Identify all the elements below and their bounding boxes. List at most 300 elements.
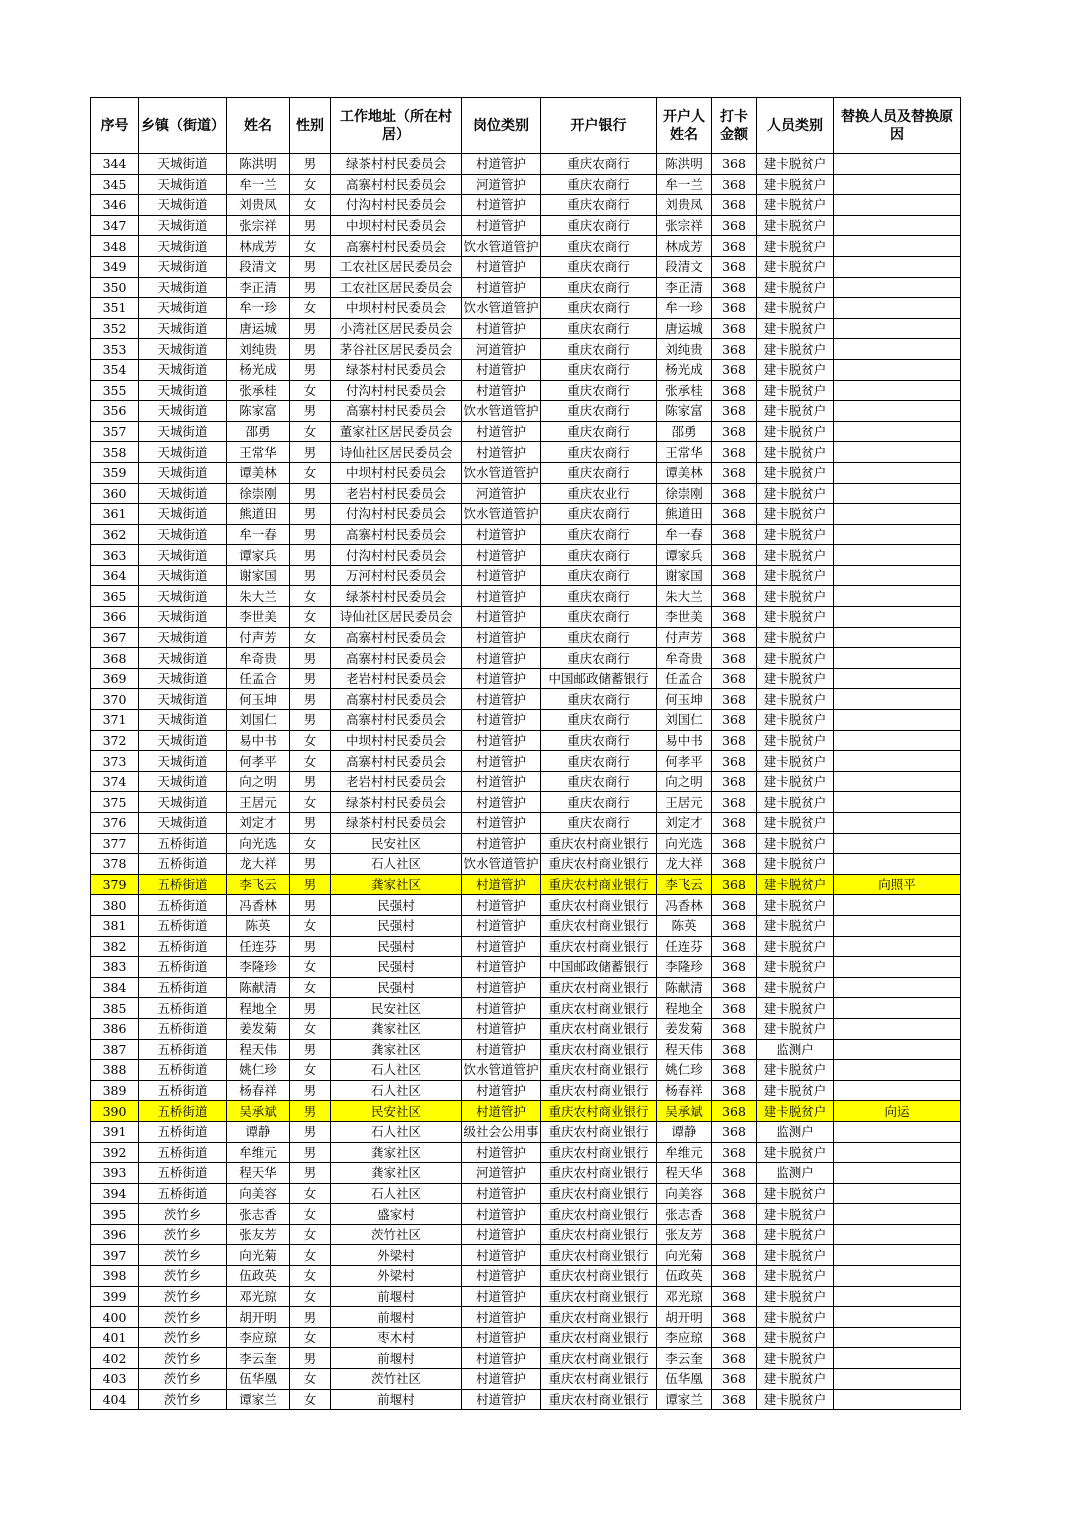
cell-post-type: 河道管护: [462, 1163, 541, 1184]
cell-township: 天城街道: [139, 442, 227, 463]
table-row: [91, 710, 961, 731]
cell-work-address: 绿茶村村民委员会: [331, 792, 462, 813]
cell-name: 张友芳: [227, 1224, 290, 1245]
table-row: [91, 1018, 961, 1039]
cell-work-address: 石人社区: [331, 1183, 462, 1204]
table-row: [91, 565, 961, 586]
cell-person-category: 建卡脱贫户: [757, 1060, 834, 1081]
cell-index: 360: [91, 483, 139, 504]
cell-person-category: 建卡脱贫户: [757, 915, 834, 936]
col-header-bank: 开户银行: [541, 98, 657, 154]
cell-person-category: 建卡脱贫户: [757, 1266, 834, 1287]
cell-replacement: [834, 730, 961, 751]
cell-amount: 368: [712, 1142, 757, 1163]
table-row: [91, 1183, 961, 1204]
cell-account-holder: 王居元: [657, 792, 712, 813]
cell-person-category: 建卡脱贫户: [757, 833, 834, 854]
cell-bank: 重庆农商行: [541, 689, 657, 710]
cell-name: 何孝平: [227, 751, 290, 772]
cell-index: 355: [91, 380, 139, 401]
cell-replacement: [834, 710, 961, 731]
cell-gender: 女: [290, 1327, 331, 1348]
col-header-township: 乡镇（街道）: [139, 98, 227, 154]
cell-person-category: 建卡脱贫户: [757, 462, 834, 483]
cell-gender: 男: [290, 339, 331, 360]
cell-work-address: 民安社区: [331, 833, 462, 854]
cell-person-category: 建卡脱贫户: [757, 545, 834, 566]
cell-post-type: 村道管护: [462, 627, 541, 648]
cell-work-address: 老岩村村民委员会: [331, 668, 462, 689]
cell-township: 茨竹乡: [139, 1204, 227, 1225]
cell-index: 372: [91, 730, 139, 751]
cell-amount: 368: [712, 854, 757, 875]
cell-bank: 重庆农商行: [541, 730, 657, 751]
cell-index: 390: [91, 1101, 139, 1122]
table-row: [91, 298, 961, 319]
cell-account-holder: 张志香: [657, 1204, 712, 1225]
table-row: [91, 751, 961, 772]
cell-amount: 368: [712, 215, 757, 236]
cell-gender: 男: [290, 401, 331, 422]
cell-replacement: [834, 1018, 961, 1039]
cell-post-type: 级社会公用事: [462, 1121, 541, 1142]
cell-post-type: 村道管护: [462, 524, 541, 545]
cell-index: 398: [91, 1266, 139, 1287]
cell-replacement: [834, 936, 961, 957]
cell-replacement: [834, 915, 961, 936]
cell-replacement: [834, 833, 961, 854]
cell-post-type: 河道管护: [462, 483, 541, 504]
cell-township: 五桥街道: [139, 1142, 227, 1163]
cell-name: 谭家兵: [227, 545, 290, 566]
cell-bank: 重庆农村商业银行: [541, 895, 657, 916]
cell-replacement: [834, 462, 961, 483]
cell-account-holder: 程天伟: [657, 1039, 712, 1060]
cell-name: 刘贵凤: [227, 195, 290, 216]
cell-gender: 女: [290, 1245, 331, 1266]
cell-account-holder: 付声芳: [657, 627, 712, 648]
cell-replacement: [834, 813, 961, 834]
cell-post-type: 村道管护: [462, 833, 541, 854]
cell-account-holder: 王常华: [657, 442, 712, 463]
cell-replacement: [834, 256, 961, 277]
cell-gender: 男: [290, 524, 331, 545]
cell-gender: 男: [290, 318, 331, 339]
cell-account-holder: 张友芳: [657, 1224, 712, 1245]
table-row: [91, 813, 961, 834]
cell-gender: 女: [290, 462, 331, 483]
cell-replacement: 向照平: [834, 874, 961, 895]
table-row: [91, 1286, 961, 1307]
cell-gender: 男: [290, 1080, 331, 1101]
cell-index: 373: [91, 751, 139, 772]
cell-name: 李应琼: [227, 1327, 290, 1348]
cell-post-type: 村道管护: [462, 154, 541, 175]
cell-name: 何玉坤: [227, 689, 290, 710]
cell-gender: 男: [290, 668, 331, 689]
cell-amount: 368: [712, 1286, 757, 1307]
cell-amount: 368: [712, 545, 757, 566]
cell-township: 五桥街道: [139, 998, 227, 1019]
table-row: [91, 256, 961, 277]
cell-work-address: 枣木村: [331, 1327, 462, 1348]
cell-bank: 重庆农商行: [541, 174, 657, 195]
col-header-gender: 性别: [290, 98, 331, 154]
cell-index: 370: [91, 689, 139, 710]
cell-post-type: 村道管护: [462, 915, 541, 936]
cell-index: 388: [91, 1060, 139, 1081]
cell-township: 天城街道: [139, 730, 227, 751]
cell-work-address: 民强村: [331, 977, 462, 998]
cell-post-type: 村道管护: [462, 277, 541, 298]
cell-account-holder: 牟一春: [657, 524, 712, 545]
cell-bank: 重庆农村商业银行: [541, 1245, 657, 1266]
cell-amount: 368: [712, 1080, 757, 1101]
cell-post-type: 村道管护: [462, 318, 541, 339]
cell-index: 399: [91, 1286, 139, 1307]
cell-township: 天城街道: [139, 318, 227, 339]
cell-replacement: [834, 1389, 961, 1410]
cell-index: 375: [91, 792, 139, 813]
cell-account-holder: 姜发菊: [657, 1018, 712, 1039]
cell-account-holder: 李隆珍: [657, 957, 712, 978]
cell-amount: 368: [712, 1224, 757, 1245]
cell-name: 谭美林: [227, 462, 290, 483]
cell-work-address: 石人社区: [331, 1121, 462, 1142]
cell-work-address: 民强村: [331, 936, 462, 957]
cell-index: 351: [91, 298, 139, 319]
cell-amount: 368: [712, 339, 757, 360]
cell-index: 371: [91, 710, 139, 731]
cell-person-category: 建卡脱贫户: [757, 936, 834, 957]
cell-gender: 男: [290, 771, 331, 792]
cell-bank: 重庆农商行: [541, 215, 657, 236]
cell-account-holder: 胡开明: [657, 1307, 712, 1328]
cell-work-address: 高寨村村民委员会: [331, 648, 462, 669]
cell-gender: 男: [290, 1348, 331, 1369]
cell-person-category: 建卡脱贫户: [757, 1101, 834, 1122]
cell-account-holder: 唐运城: [657, 318, 712, 339]
cell-name: 杨光成: [227, 359, 290, 380]
cell-account-holder: 刘国仁: [657, 710, 712, 731]
cell-account-holder: 伍华凰: [657, 1369, 712, 1390]
cell-work-address: 民安社区: [331, 1101, 462, 1122]
cell-township: 天城街道: [139, 710, 227, 731]
cell-person-category: 建卡脱贫户: [757, 813, 834, 834]
cell-name: 邵勇: [227, 421, 290, 442]
cell-name: 张宗祥: [227, 215, 290, 236]
cell-post-type: 村道管护: [462, 977, 541, 998]
cell-work-address: 中坝村村民委员会: [331, 215, 462, 236]
table-row: [91, 1348, 961, 1369]
cell-post-type: 村道管护: [462, 813, 541, 834]
cell-replacement: [834, 1245, 961, 1266]
cell-person-category: 建卡脱贫户: [757, 359, 834, 380]
cell-bank: 重庆农村商业银行: [541, 1060, 657, 1081]
cell-account-holder: 张承桂: [657, 380, 712, 401]
cell-gender: 女: [290, 977, 331, 998]
cell-account-holder: 牟奇贵: [657, 648, 712, 669]
cell-gender: 男: [290, 648, 331, 669]
cell-gender: 男: [290, 689, 331, 710]
cell-replacement: [834, 627, 961, 648]
table-row: [91, 771, 961, 792]
cell-account-holder: 李正清: [657, 277, 712, 298]
cell-bank: 重庆农商行: [541, 277, 657, 298]
cell-work-address: 诗仙社区居民委员会: [331, 442, 462, 463]
cell-index: 380: [91, 895, 139, 916]
cell-gender: 男: [290, 874, 331, 895]
cell-bank: 重庆农村商业银行: [541, 1204, 657, 1225]
cell-replacement: [834, 1286, 961, 1307]
cell-post-type: 河道管护: [462, 339, 541, 360]
cell-person-category: 建卡脱贫户: [757, 401, 834, 422]
table-row: [91, 833, 961, 854]
cell-post-type: 村道管护: [462, 895, 541, 916]
cell-amount: 368: [712, 977, 757, 998]
cell-work-address: 绿茶村村民委员会: [331, 586, 462, 607]
cell-gender: 女: [290, 174, 331, 195]
col-header-index: 序号: [91, 98, 139, 154]
cell-person-category: 建卡脱贫户: [757, 998, 834, 1019]
cell-bank: 重庆农商行: [541, 442, 657, 463]
cell-work-address: 龚家社区: [331, 874, 462, 895]
col-header-account-holder: 开户人姓名: [657, 98, 712, 154]
table-row: [91, 1327, 961, 1348]
table-row: [91, 957, 961, 978]
cell-work-address: 工农社区居民委员会: [331, 277, 462, 298]
cell-post-type: 村道管护: [462, 1348, 541, 1369]
cell-gender: 男: [290, 277, 331, 298]
cell-bank: 中国邮政储蓄银行: [541, 957, 657, 978]
cell-amount: 368: [712, 648, 757, 669]
cell-post-type: 村道管护: [462, 957, 541, 978]
cell-post-type: 村道管护: [462, 936, 541, 957]
cell-post-type: 饮水管道管护: [462, 462, 541, 483]
cell-post-type: 村道管护: [462, 1142, 541, 1163]
cell-replacement: [834, 1327, 961, 1348]
table-row: [91, 1121, 961, 1142]
cell-amount: 368: [712, 751, 757, 772]
cell-township: 天城街道: [139, 256, 227, 277]
cell-person-category: 建卡脱贫户: [757, 689, 834, 710]
cell-person-category: 建卡脱贫户: [757, 627, 834, 648]
cell-post-type: 村道管护: [462, 1286, 541, 1307]
cell-index: 363: [91, 545, 139, 566]
cell-person-category: 建卡脱贫户: [757, 710, 834, 731]
cell-person-category: 建卡脱贫户: [757, 256, 834, 277]
cell-account-holder: 任孟合: [657, 668, 712, 689]
cell-gender: 女: [290, 1018, 331, 1039]
cell-post-type: 村道管护: [462, 730, 541, 751]
cell-township: 天城街道: [139, 359, 227, 380]
cell-account-holder: 伍政英: [657, 1266, 712, 1287]
cell-person-category: 建卡脱贫户: [757, 236, 834, 257]
cell-post-type: 村道管护: [462, 1245, 541, 1266]
cell-gender: 女: [290, 236, 331, 257]
cell-post-type: 村道管护: [462, 1369, 541, 1390]
cell-township: 茨竹乡: [139, 1369, 227, 1390]
cell-bank: 重庆农商行: [541, 504, 657, 525]
cell-bank: 重庆农商行: [541, 380, 657, 401]
cell-account-holder: 杨光成: [657, 359, 712, 380]
cell-post-type: 村道管护: [462, 256, 541, 277]
cell-index: 374: [91, 771, 139, 792]
cell-township: 茨竹乡: [139, 1307, 227, 1328]
cell-name: 陈家富: [227, 401, 290, 422]
cell-person-category: 监测户: [757, 1121, 834, 1142]
table-row: [91, 627, 961, 648]
cell-name: 伍华凰: [227, 1369, 290, 1390]
table-row: [91, 607, 961, 628]
cell-post-type: 村道管护: [462, 1101, 541, 1122]
table-row: [91, 689, 961, 710]
cell-bank: 重庆农商行: [541, 359, 657, 380]
cell-person-category: 建卡脱贫户: [757, 339, 834, 360]
cell-work-address: 民强村: [331, 957, 462, 978]
cell-name: 徐崇刚: [227, 483, 290, 504]
cell-index: 362: [91, 524, 139, 545]
cell-post-type: 村道管护: [462, 751, 541, 772]
cell-account-holder: 何玉坤: [657, 689, 712, 710]
col-header-post-type: 岗位类别: [462, 98, 541, 154]
cell-name: 牟奇贵: [227, 648, 290, 669]
cell-replacement: [834, 1204, 961, 1225]
cell-person-category: 建卡脱贫户: [757, 1204, 834, 1225]
table-row: [91, 359, 961, 380]
col-header-amount: 打卡金额: [712, 98, 757, 154]
cell-work-address: 茅谷社区居民委员会: [331, 339, 462, 360]
cell-work-address: 茨竹社区: [331, 1224, 462, 1245]
cell-work-address: 付沟村村民委员会: [331, 545, 462, 566]
cell-index: 352: [91, 318, 139, 339]
cell-township: 天城街道: [139, 154, 227, 175]
cell-amount: 368: [712, 998, 757, 1019]
cell-bank: 重庆农业行: [541, 483, 657, 504]
cell-post-type: 饮水管道管护: [462, 236, 541, 257]
cell-gender: 男: [290, 1121, 331, 1142]
cell-replacement: [834, 751, 961, 772]
table-row: [91, 1142, 961, 1163]
cell-person-category: 建卡脱贫户: [757, 586, 834, 607]
cell-replacement: 向运: [834, 1101, 961, 1122]
cell-gender: 女: [290, 1060, 331, 1081]
cell-amount: 368: [712, 1163, 757, 1184]
cell-name: 陈献清: [227, 977, 290, 998]
cell-replacement: [834, 421, 961, 442]
cell-township: 五桥街道: [139, 854, 227, 875]
cell-bank: 重庆农村商业银行: [541, 833, 657, 854]
table-row: [91, 195, 961, 216]
cell-work-address: 前堰村: [331, 1389, 462, 1410]
cell-index: 395: [91, 1204, 139, 1225]
cell-index: 377: [91, 833, 139, 854]
cell-account-holder: 段清文: [657, 256, 712, 277]
cell-replacement: [834, 998, 961, 1019]
cell-name: 段清文: [227, 256, 290, 277]
cell-account-holder: 谭静: [657, 1121, 712, 1142]
cell-replacement: [834, 1307, 961, 1328]
cell-account-holder: 易中书: [657, 730, 712, 751]
cell-bank: 重庆农村商业银行: [541, 1018, 657, 1039]
cell-name: 李正清: [227, 277, 290, 298]
cell-account-holder: 谭美林: [657, 462, 712, 483]
cell-amount: 368: [712, 483, 757, 504]
cell-bank: 重庆农村商业银行: [541, 1348, 657, 1369]
cell-replacement: [834, 792, 961, 813]
cell-amount: 368: [712, 1101, 757, 1122]
cell-amount: 368: [712, 689, 757, 710]
cell-township: 天城街道: [139, 401, 227, 422]
cell-post-type: 村道管护: [462, 1183, 541, 1204]
cell-account-holder: 姚仁珍: [657, 1060, 712, 1081]
cell-bank: 中国邮政储蓄银行: [541, 668, 657, 689]
cell-amount: 368: [712, 318, 757, 339]
cell-index: 344: [91, 154, 139, 175]
cell-township: 天城街道: [139, 771, 227, 792]
cell-name: 龙大祥: [227, 854, 290, 875]
cell-index: 403: [91, 1369, 139, 1390]
cell-work-address: 前堰村: [331, 1286, 462, 1307]
cell-township: 五桥街道: [139, 1163, 227, 1184]
cell-person-category: 建卡脱贫户: [757, 668, 834, 689]
cell-index: 356: [91, 401, 139, 422]
cell-account-holder: 刘纯贵: [657, 339, 712, 360]
cell-bank: 重庆农商行: [541, 154, 657, 175]
cell-name: 牟维元: [227, 1142, 290, 1163]
cell-township: 天城街道: [139, 627, 227, 648]
cell-person-category: 建卡脱贫户: [757, 483, 834, 504]
cell-gender: 女: [290, 792, 331, 813]
cell-account-holder: 谭家兰: [657, 1389, 712, 1410]
cell-name: 牟一兰: [227, 174, 290, 195]
cell-bank: 重庆农村商业银行: [541, 1389, 657, 1410]
cell-index: 392: [91, 1142, 139, 1163]
table-row: [91, 545, 961, 566]
cell-bank: 重庆农村商业银行: [541, 1039, 657, 1060]
cell-index: 346: [91, 195, 139, 216]
cell-work-address: 中坝村村民委员会: [331, 730, 462, 751]
cell-index: 404: [91, 1389, 139, 1410]
cell-person-category: 建卡脱贫户: [757, 215, 834, 236]
cell-work-address: 外梁村: [331, 1266, 462, 1287]
cell-amount: 368: [712, 442, 757, 463]
cell-gender: 男: [290, 1307, 331, 1328]
cell-post-type: 村道管护: [462, 215, 541, 236]
cell-post-type: 饮水管道管护: [462, 504, 541, 525]
cell-bank: 重庆农商行: [541, 318, 657, 339]
cell-person-category: 建卡脱贫户: [757, 565, 834, 586]
cell-replacement: [834, 298, 961, 319]
cell-post-type: 村道管护: [462, 1039, 541, 1060]
cell-account-holder: 徐崇刚: [657, 483, 712, 504]
cell-name: 易中书: [227, 730, 290, 751]
cell-account-holder: 朱大兰: [657, 586, 712, 607]
cell-amount: 368: [712, 771, 757, 792]
cell-township: 五桥街道: [139, 1183, 227, 1204]
cell-bank: 重庆农商行: [541, 339, 657, 360]
cell-work-address: 龚家社区: [331, 1142, 462, 1163]
table-row: [91, 668, 961, 689]
cell-amount: 368: [712, 710, 757, 731]
cell-account-holder: 程地全: [657, 998, 712, 1019]
cell-gender: 女: [290, 1224, 331, 1245]
cell-amount: 368: [712, 1121, 757, 1142]
cell-gender: 男: [290, 998, 331, 1019]
cell-work-address: 中坝村村民委员会: [331, 298, 462, 319]
cell-post-type: 村道管护: [462, 545, 541, 566]
cell-bank: 重庆农村商业银行: [541, 854, 657, 875]
